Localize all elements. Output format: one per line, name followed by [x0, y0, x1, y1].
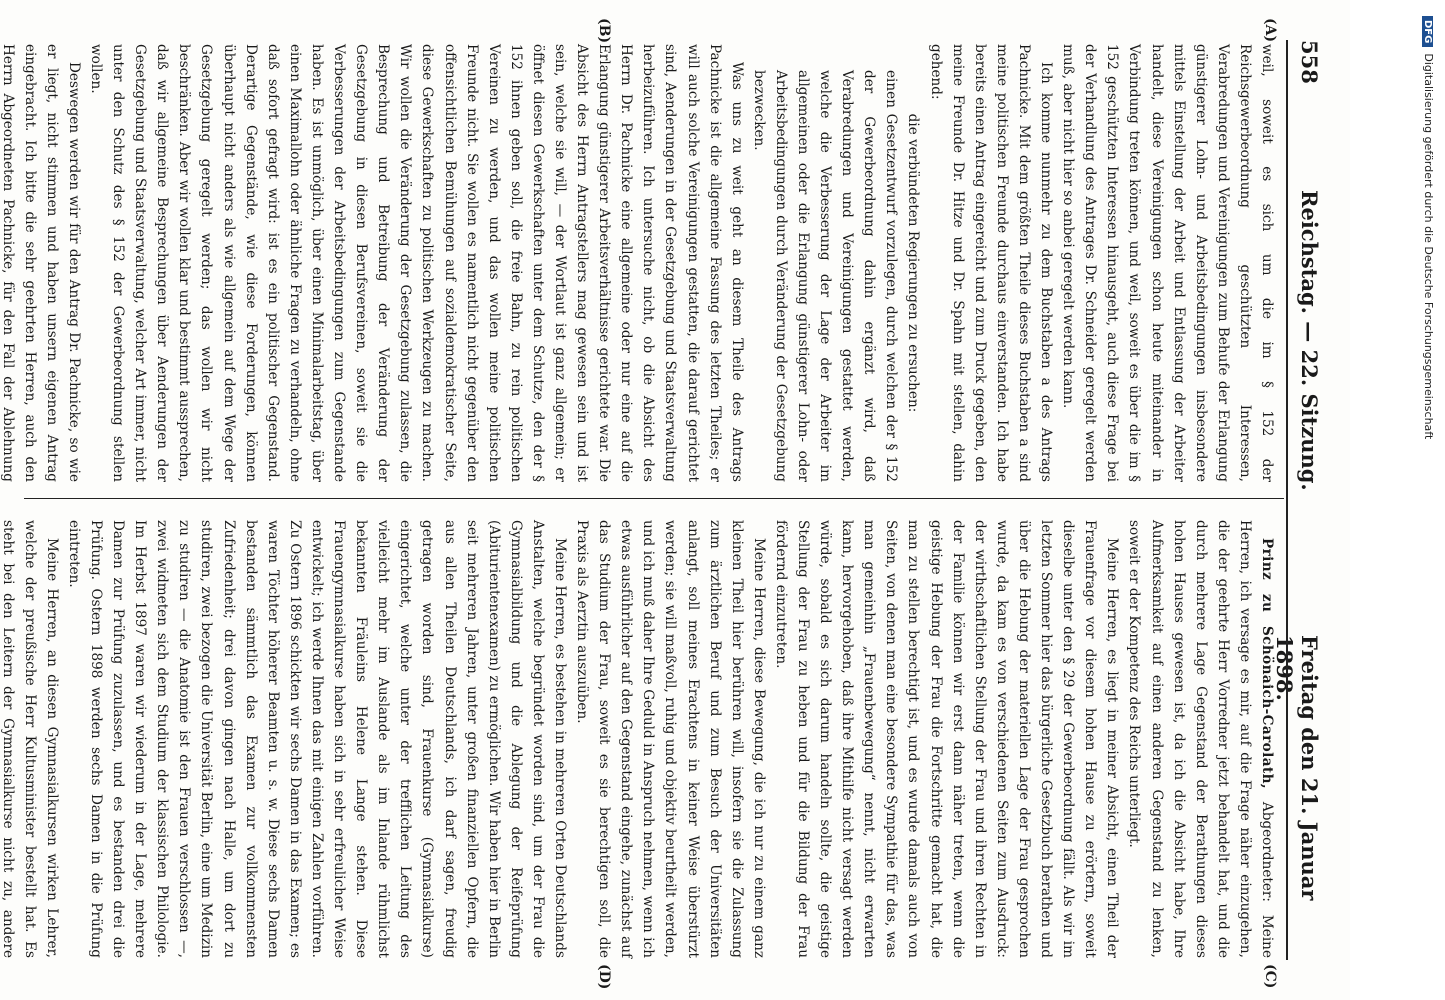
speaker-role: Abgeordneter:	[1259, 801, 1275, 902]
dfg-logo: DFG	[1422, 16, 1433, 47]
paragraph: weil, soweit es sich um die im § 152 der Reichsgewerbeordnung geschützten Interessen, Verabredungen und Vereinigungen zum Behufe der Erlangung günstigerer Lohn- und Arbeitsbedingungen insbesondere mittels Einstellung der Arbeit und Entlassung der Arbeiter handelt, diese Vereinigungen schon heute miteinander in Verbindung treten können, und weil, soweit es über die im § 152 geschützten Interessen hinausgeht, auch diese Frage bei der Verhandlung des Antrages Dr. Schneider geregelt werden muß, aber nicht hier so anbei geregelt werden kann.	[1060, 44, 1275, 482]
paragraph: Meine Herren, es bestehen in mehreren Orten Deutschlands Anstalten, welche begründet worden sind, um der Frau die Gymnasialbildung und die Ablegung der Reifeprüfung (Abiturientenexamen) zu ermöglichen. Wir haben hier in Berlin seit mehreren Jahren, unter großen finanziellen Opfern, die aus allen Theilen Deutschlands, ich darf sagen, freudig getragen worden sind, Frauenkurse (Gymnasialkurse) eingerichtet, welche unter der trefflichen Leitung des vielleicht mehr im Auslande als im Inlande rühmlichst bekannten Fräuleins Helene Lange stehen. Diese Frauengymnasialkurse haben sich in sehr erfreulicher Weise entwickelt; ich werde Ihnen das mit einigen Zahlen vorführen. Zu Ostern 1896 schickten wir sechs Damen in das Examen; es waren Töchter höherer Beamten u. s. w. Diese sechs Damen bestanden sämmtlich das Examen zur vollkommensten Zufriedenheit; drei davon gingen nach Halle, um dort zu studiren, zwei bezogen die Universität Berlin, eine um Medizin zu studiren — die Anatomie ist den Frauen verschlossen —, zwei widmeten sich dem Studium der klassischen Philologie. Im Herbst 1897 waren wir wiederum in der Lage, mehrere Damen zur Prüfung zuzulassen, und es bestanden drei die Prüfung. Ostern 1898 werden sechs Damen in die Prüfung eintreten.	[65, 520, 568, 958]
page-number: 558	[1297, 40, 1322, 84]
paragraph: Was uns zu weit geht an diesem Theile des Antrags Pachnicke ist die allgemeine Fassung des letzten Theiles; er will auch solche Vereinigungen gestatten, die darauf gerichtet sind, Aenderungen in der Gesetzgebung und Staatsverwaltung herbeizuführen. Ich untersuche nicht, ob die Absicht des Herrn Dr. Pachnicke eine allgemeine oder nur eine auf die Erlangung günstigerer Arbeitsverhältnisse gerichtete war. Die Absicht des Herrn Antragstellers mag gewesen sein und ist sein, welche sie will, — der Wortlaut ist ganz allgemein; er öffnet diesen Gewerkschaften unter dem Schutze, den der § 152 ihnen geben soll, die freie Bahn, zu rein politischen Vereinen zu werden, und das wollen meine politischen Freunde nicht. Sie wollen es namentlich nicht gegenüber den offensichtlichen Bemühungen auf sozialdemokratischer Seite, diese Gewerkschaften zu politischen Werkzeugen zu machen. Wir wollen die Veränderung der Gesetzgebung zulassen, die Besprechung und Betreibung der Veränderung der Gesetzgebung in diesen Berufsvereinen, soweit sie die Verbesserungen der Arbeitsbedingungen zum Gegenstande haben. Es ist unmöglich, über einen Minimalarbeitstag, über einen Maximallohn oder ähnliche Fragen zu verhandeln, ohne daß sofort gefragt wird: ist es ein politischer Gegenstand. Derartige Gegenstände, wie diese Forderungen, können überhaupt nicht anders als wie allgemein auf dem Wege der Gesetzgebung geregelt werden; das wollen wir nicht beschränken. Aber wir wollen klar und bestimmt aussprechen, daß wir allgemeine Besprechungen über Aenderungen der Gesetzgebung und Staatsverwaltung, welcher Art immer, nicht unter den Schutz des § 152 der Gewerbeordnung stellen wollen.	[88, 44, 745, 482]
digitization-credit	[1405, 8, 1445, 998]
paragraph: Meine Herren, diese Bewegung, die ich nur zu einem ganz kleinen Theil hier berühren will, insofern sie die Zulassung zum ärztlichen Beruf und zum Besuch der Universitäten anlangt, soll meines Erachtens in keiner Weise überstürzt werden; sie will maßvoll, ruhig und objektiv beurtheilt werden, und ich muß daher Ihre Geduld in Anspruch nehmen, wenn ich etwas ausführlicher auf den Gegenstand eingehe, zunächst auf das Studium der Frau, soweit es sie berechtigen soll, die Praxis als Aerztin auszuüben.	[574, 520, 767, 958]
motion-text: einen Gesetzentwurf vorzulegen, durch welchen der § 152 der Gewerbeordnung dahin ergänzt wird, daß Verabredungen und Vereinigungen gestattet werden, welche die Verbesserung der Lage der Arbeiter im allgemeinen oder die Erlangung günstigerer Lohn- oder Arbeitsbedingungen durch Veränderung der Gesetzgebung bezwecken.	[750, 70, 900, 482]
header-rule	[1286, 40, 1288, 960]
speaker-paragraph	[1123, 520, 1278, 958]
session-date: Freitag den 21. Januar 1898.	[1272, 635, 1322, 901]
margin-mark-a: (A)	[1262, 18, 1278, 43]
margin-mark-b: (B)	[596, 18, 612, 44]
credit-text: Digitalisierung gefördert durch die Deutsche Forschungsgemeinschaft	[1422, 53, 1435, 440]
speaker-label: Prinz zu Schönaich-Carolath,	[1259, 538, 1275, 790]
left-text-column	[0, 44, 1278, 482]
paragraph: Deswegen werden wir für den Antrag Dr. Pachnicke, so wie er liegt, nicht stimmen und haben unsern eigenen Antrag eingebracht. Ich bitte die sehr geehrten Herren, auch den Herrn Abgeordneten Pachnicke, für den Fall der Ablehnung	[0, 44, 82, 482]
paragraph: Ich komme nunmehr zu dem Buchstaben a des Antrags Pachnicke. Mit dem größten Theile dieses Buchstaben a sind meine politischen Freunde durchaus einverstanden. Ich habe bereits einen Antrag eingereicht und zum Druck gegeben, den meine Freunde Dr. Hitze und Dr. Spahn mit stellen, dahin gehend:	[927, 44, 1055, 482]
column-divider	[24, 498, 1284, 499]
speech-text: Meine Herren, ich versage es mir, auf die Frage näher einzugehen, die der geehrte Herr Vorredner jetzt behandelt hat, und die durch mehrere Lage Gegenstand der Berathungen dieses hohen Hauses gewesen ist, da ich die Absicht habe, Ihre Aufmerksamkeit auf einen anderen Gegenstand zu lenken, soweit er der Kompetenz des Reichs unterliegt.	[1126, 520, 1275, 958]
motion-intro: die verbündeten Regierungen zu ersuchen:	[905, 113, 922, 413]
credit-line	[1422, 16, 1435, 439]
paragraph: Meine Herren, es liegt in meiner Absicht, einen Theil der Frauenfrage vor diesem hohen Hause zu erörtern, soweit dieselbe unter den § 29 der Gewerbeordnung fällt. Als wir im letzten Sommer hier das bürgerliche Gesetzbuch berathen und über die Hebung der materiellen Lage der Frau gesprochen wurde, da kam es von verschiedenen Seiten zum Ausdruck: der wirthschaftlichen Stellung der Frau und ihren Rechten in der Familie können wir erst dann näher treten, wenn die geistige Hebung der Frau die Fortschritte gemacht hat, die man zu stellen berechtigt ist, und es wurde damals auch von Seiten, von denen man eine besondere Sympathie für das, was man gemeinhin „Frauenbewegung“ nennt, nicht erwarten kann, hervorgehoben, daß ihre Mithilfe nicht versagt werden würde, sobald es sich darum handeln sollte, die geistige Stellung der Frau zu heben und für die Bildung der Frau fördernd einzutreten.	[772, 520, 1121, 958]
page-header	[1272, 40, 1322, 960]
right-text-column	[0, 520, 1278, 958]
margin-mark-d: (D)	[596, 964, 612, 990]
session-heading: Reichstag. — 22. Sitzung.	[1297, 190, 1322, 491]
paragraph: Meine Herren, an diesen Gymnasialkursen wirken Lehrer, welche der preußische Herr Kultusminister bestellt hat. Es steht bei den Leitern der Gymnasialkurse nicht zu, andere	[0, 520, 60, 958]
margin-mark-c: (C)	[1262, 964, 1278, 989]
